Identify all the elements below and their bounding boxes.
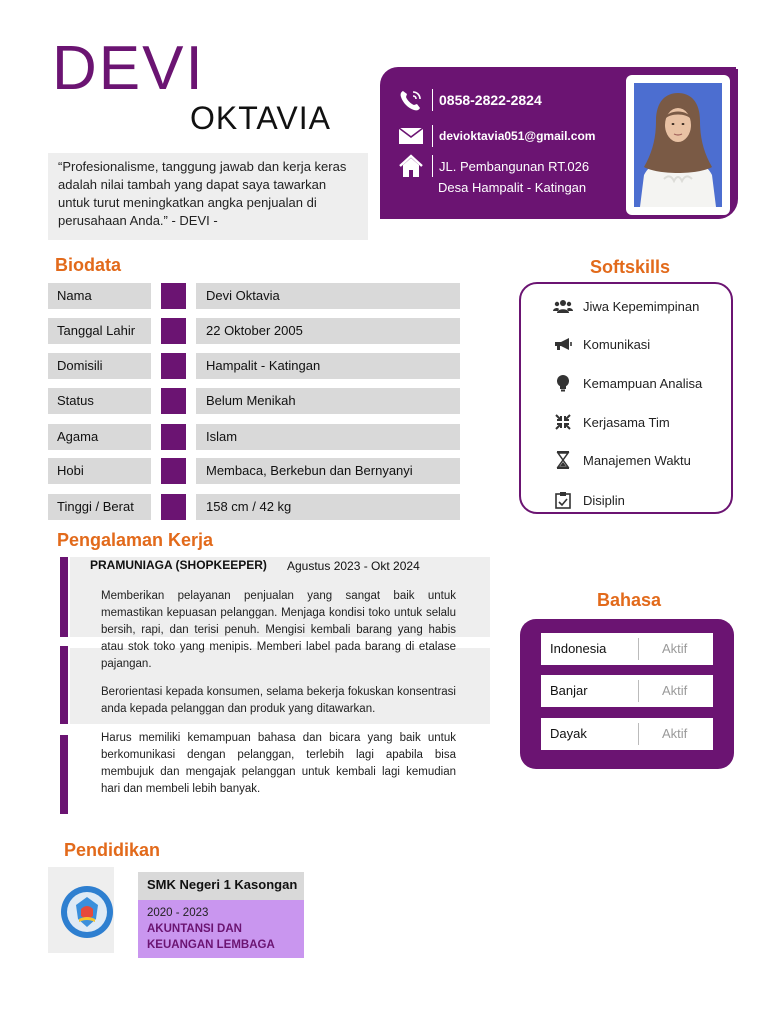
softskill-item	[551, 334, 650, 354]
experience-bar	[60, 735, 68, 814]
last-name: OKTAVIA	[190, 100, 331, 136]
language-item	[541, 718, 713, 750]
biodata-value: Devi Oktavia	[196, 283, 460, 309]
experience-paragraph: Harus memiliki kemampuan bahasa dan bicara yang baik untuk berkomunikasi dengan pelanggan, terlebih lagi apabila bisa membujuk dan mengajak pelanggan untuk kembali lagi kemudian hari dan membeli lebih banyak.	[101, 732, 456, 795]
language-name: Indonesia	[550, 641, 607, 656]
hourglass-icon	[551, 450, 575, 470]
biodata-label: Tanggal Lahir	[48, 318, 151, 344]
biodata-value: 22 Oktober 2005	[196, 318, 460, 344]
biodata-value: Belum Menikah	[196, 388, 460, 414]
language-item	[541, 675, 713, 707]
language-name: Banjar	[550, 683, 588, 698]
compress-icon	[551, 412, 575, 432]
softskill-label: Jiwa Kepemimpinan	[583, 298, 700, 314]
experience-paragraph: Berorientasi kepada konsumen, selama bekerja fokuskan konsentrasi anda kepada pelanggan dan produk yang ditawarkan.	[101, 686, 456, 715]
language-name: Dayak	[550, 726, 587, 741]
languages-title: Bahasa	[597, 590, 662, 610]
softskill-item	[551, 296, 699, 316]
languages-box	[520, 619, 734, 769]
contact-email-row	[396, 123, 595, 149]
softskill-label: Manajemen Waktu	[583, 452, 691, 468]
biodata-title: Biodata	[55, 255, 122, 275]
contact-card	[380, 67, 736, 219]
biodata-marker	[161, 458, 186, 484]
mail-icon	[396, 123, 426, 149]
softskill-label: Kerjasama Tim	[583, 414, 670, 430]
biodata-marker	[161, 494, 186, 520]
language-level: Aktif	[662, 641, 688, 656]
education-title: Pendidikan	[64, 840, 161, 860]
biodata-label: Domisili	[48, 353, 151, 379]
users-icon	[551, 296, 575, 316]
biodata-marker	[161, 283, 186, 309]
experience-period: Agustus 2023 - Okt 2024	[287, 559, 420, 573]
contact-phone-row	[396, 87, 542, 113]
megaphone-icon	[551, 334, 575, 354]
softskill-label: Komunikasi	[583, 336, 651, 352]
home-icon	[396, 153, 426, 179]
biodata-marker	[161, 388, 186, 414]
softskill-item	[551, 490, 625, 510]
school-name: SMK Negeri 1 Kasongan	[138, 872, 304, 900]
biodata-label: Agama	[48, 424, 151, 450]
personal-quote: “Profesionalisme, tanggung jawab dan kerja keras adalah nilai tambah yang dapat saya tawarkan untuk turut meningkatkan angka penjualan di perusahaan Anda.” - DEVI -	[48, 153, 368, 240]
softskill-label: Kemampuan Analisa	[583, 375, 703, 391]
education-years: 2020 - 2023	[147, 907, 209, 919]
biodata-label: Tinggi / Berat	[48, 494, 151, 520]
language-level: Aktif	[662, 683, 688, 698]
school-logo-bg	[48, 867, 114, 953]
experience-bar	[60, 557, 68, 637]
experience-title: Pengalaman Kerja	[57, 530, 214, 550]
clipboard-icon	[551, 490, 575, 510]
profile-photo-frame	[626, 75, 730, 215]
softskills-title: Softskills	[590, 257, 671, 277]
biodata-marker	[161, 318, 186, 344]
biodata-label: Status	[48, 388, 151, 414]
biodata-value: 158 cm / 42 kg	[196, 494, 460, 520]
softskill-item	[551, 450, 691, 470]
softskill-label: Disiplin	[583, 492, 625, 508]
lightbulb-icon	[551, 373, 575, 393]
biodata-marker	[161, 353, 186, 379]
language-item	[541, 633, 713, 665]
contact-address-row	[396, 153, 589, 179]
biodata-value: Hampalit - Katingan	[196, 353, 460, 379]
biodata-value: Islam	[196, 424, 460, 450]
phone-number[interactable]: 0858-2822-2824	[439, 92, 542, 108]
first-name: DEVI	[52, 34, 205, 103]
biodata-label: Nama	[48, 283, 151, 309]
softskill-item	[551, 412, 670, 432]
education-major: AKUNTANSI DAN KEUANGAN LEMBAGA	[147, 923, 275, 951]
profile-photo	[634, 83, 722, 207]
phone-icon	[396, 87, 426, 113]
experience-paragraph: Memberikan pelayanan penjualan yang sangat baik untuk memastikan kepuasan pelanggan. Menjaga kondisi toko untuk selalu bersih, rapi, dan terisi penuh. Mengisi kembali barang yang habis atau stok toko yang menipis. Memberi label pada barang di etalase pajangan.	[101, 590, 456, 670]
email-address[interactable]: devioktavia051@gmail.com	[439, 129, 596, 143]
education-detail	[138, 900, 304, 958]
address-line-1: JL. Pembangunan RT.026	[439, 158, 590, 174]
biodata-value: Membaca, Berkebun dan Bernyanyi	[196, 458, 460, 484]
school-logo-icon	[60, 885, 114, 944]
biodata-marker	[161, 424, 186, 450]
language-level: Aktif	[662, 726, 688, 741]
softskill-item	[551, 373, 702, 393]
address-line-2: Desa Hampalit - Katingan	[438, 180, 587, 195]
softskills-box	[519, 282, 733, 514]
experience-bar	[60, 646, 68, 724]
experience-position: PRAMUNIAGA (SHOPKEEPER)	[90, 558, 267, 572]
biodata-label: Hobi	[48, 458, 151, 484]
